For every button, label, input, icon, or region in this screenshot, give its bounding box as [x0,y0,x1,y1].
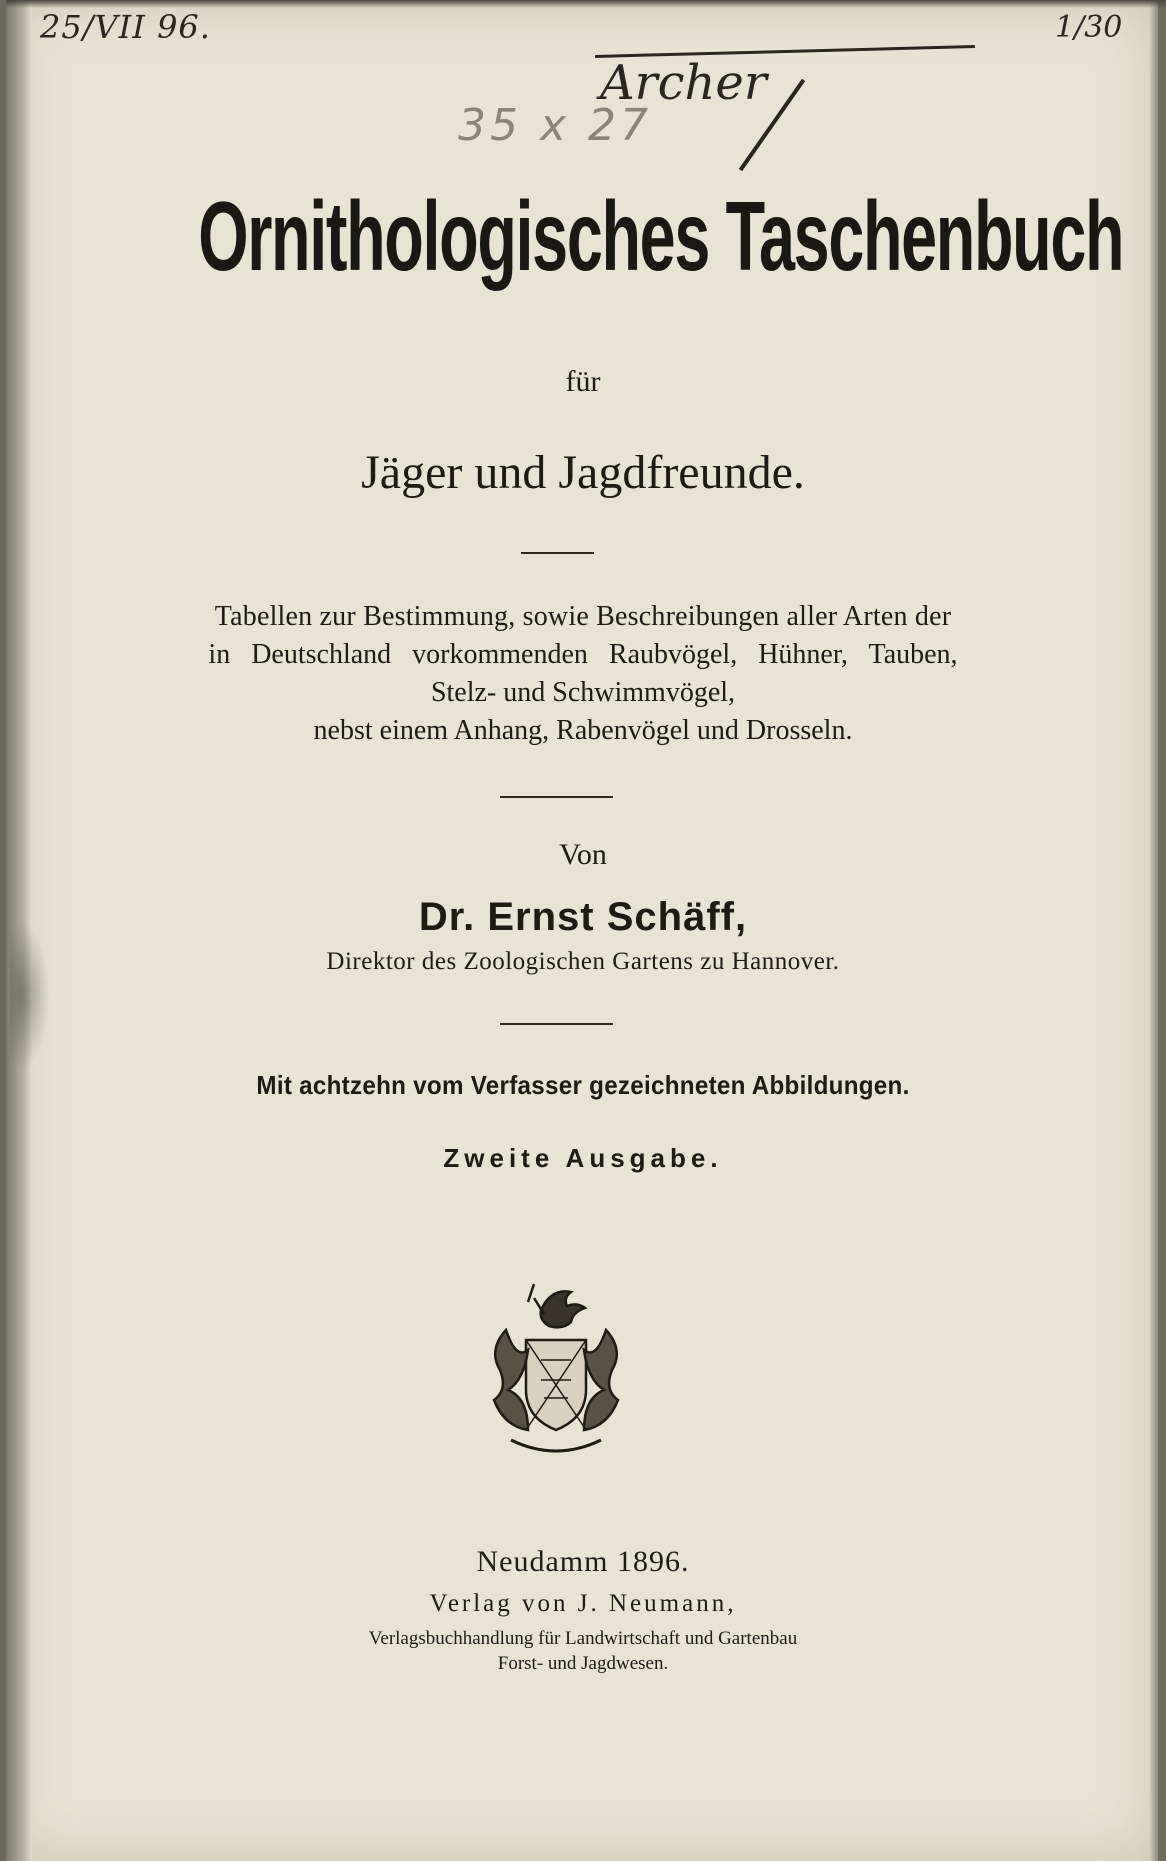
book-description [0,598,1166,750]
description-line: Tabellen zur Bestimmung, sowie Beschreibungen aller Arten der [214,601,952,632]
page-top-edge [6,0,1166,8]
publisher-crest-icon [486,1280,626,1460]
description-line: nebst einem Anhang, Rabenvögel und Drosseln. [313,715,853,746]
book-title: Ornithologisches Taschenbuch [198,181,1124,291]
author-affiliation: Direktor des Zoologischen Gartens zu Hannover. [326,948,840,975]
divider-rule [521,552,594,554]
edition-note: Zweite Ausgabe. [443,1143,723,1173]
book-subtitle: Jäger und Jagdfreunde. [361,446,805,499]
pencil-note: 35 x 27 [458,100,652,151]
page-stain [10,920,50,1070]
handwritten-date: 25/VII 96. [40,8,211,46]
imprint-publisher: Verlag von J. Neumann, [429,1590,737,1617]
byline-von: Von [559,838,607,871]
imprint-detail-line: Forst- und Jagdwesen. [497,1653,669,1674]
author-name: Dr. Ernst Schäff, [418,895,748,939]
imprint-detail-line: Verlagsbuchhandlung für Landwirtschaft und Gartenbau [368,1628,798,1649]
divider-rule [500,796,613,798]
handwritten-reference: 1/30 [1055,10,1123,45]
imprint-detail [0,1626,1166,1676]
illustrations-note: Mit achtzehn vom Verfasser gezeichneten Abbildungen. [256,1070,910,1100]
divider-rule [500,1023,613,1025]
description-line: in Deutschland vorkommenden Raubvögel, Hühner, Tauben, [208,639,958,670]
imprint-place-year: Neudamm 1896. [476,1545,690,1578]
title-connector: für [565,365,601,398]
description-line: Stelz- und Schwimmvögel, [430,677,736,708]
handwritten-signature: Archer [600,55,767,111]
